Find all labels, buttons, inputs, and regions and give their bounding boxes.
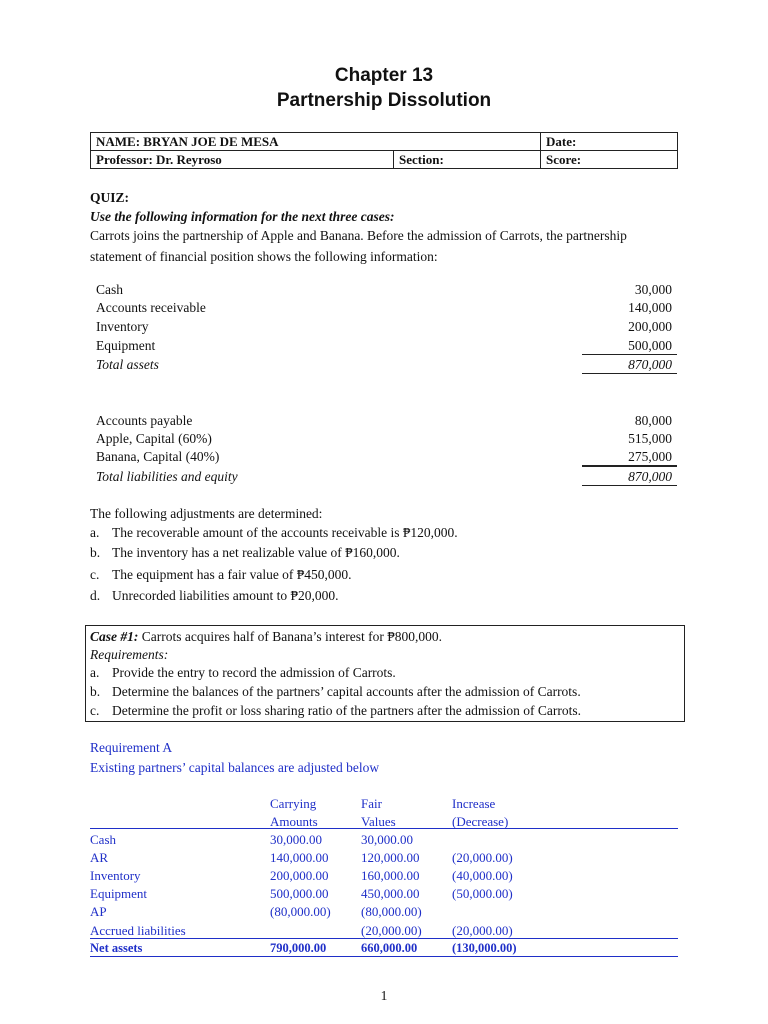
row-fair: (80,000.00) [361,904,422,919]
liability-label: Apple, Capital (60%) [96,431,212,446]
asset-value: 30,000 [634,282,672,297]
row-change: (40,000.00) [452,868,513,883]
row-carrying: 140,000.00 [270,850,329,865]
liability-label: Banana, Capital (40%) [96,449,220,464]
total-liabilities-value: 870,000 [628,469,672,484]
asset-row [96,282,675,300]
col-fair-header: Fair [361,796,382,811]
student-info-table [90,132,678,169]
asset-value: 500,000 [628,338,672,353]
case-statement [90,629,442,645]
liability-label: Accounts payable [96,413,193,428]
row-fair: 120,000.00 [361,850,420,865]
row-item: Accrued liabilities [90,923,186,938]
table-row [0,886,768,904]
table-header-row-1 [0,796,768,814]
total-rule [582,373,677,374]
item-text: The recoverable amount of the accounts receivable is ₱120,000. [112,525,458,540]
asset-value: 140,000 [628,300,672,315]
row-change: (50,000.00) [452,886,513,901]
row-carrying: (80,000.00) [270,904,331,919]
table-row [0,904,768,922]
quiz-heading: QUIZ: [90,190,130,205]
row-item: AR [90,850,109,865]
col-change-header: (Decrease) [452,814,509,829]
chapter-title: Chapter 13 [334,65,434,86]
item-letter: b. [90,684,101,699]
section-field: Section: [394,151,541,169]
col-carrying-header: Amounts [270,814,318,829]
page-number: 1 [380,988,388,1003]
item-text: Provide the entry to record the admission of Carrots. [112,665,396,680]
net-assets-change: (130,000.00) [452,941,517,955]
row-change: (20,000.00) [452,923,513,938]
net-assets-label: Net assets [90,941,143,955]
liability-row [96,431,675,449]
row-fair: 450,000.00 [361,886,420,901]
row-item: AP [90,904,107,919]
liability-value: 515,000 [628,431,672,446]
item-text: Determine the profit or loss sharing ratio of the partners after the admission of Carrots. [112,703,581,718]
item-letter: a. [90,665,100,680]
intro-line-2: statement of financial position shows the following information: [90,249,438,264]
asset-label: Equipment [96,338,156,353]
subtotal-rule [582,354,677,355]
row-fair: 160,000.00 [361,868,420,883]
asset-label: Cash [96,282,123,297]
intro-line-1: Carrots joins the partnership of Apple and Banana. Before the admission of Carrots, the partnership [90,228,627,243]
net-assets-carrying: 790,000.00 [270,941,327,955]
col-fair-header: Values [361,814,396,829]
item-letter: d. [90,588,101,603]
row-item: Inventory [90,868,141,883]
item-text: Unrecorded liabilities amount to ₱20,000. [112,588,339,603]
col-change-header: Increase [452,796,496,811]
item-text: The equipment has a fair value of ₱450,000. [112,567,352,582]
table-row [0,850,768,868]
requirement-a-heading: Requirement A [90,740,173,755]
liability-value: 80,000 [634,413,672,428]
case-label: Case #1: [90,629,139,644]
net-assets-fair: 660,000.00 [361,941,418,955]
subtotal-rule [582,465,677,467]
total-assets-value: 870,000 [628,357,672,372]
requirements-label: Requirements: [90,647,169,662]
item-letter: c. [90,703,100,718]
row-fair: (20,000.00) [361,923,422,938]
asset-label: Inventory [96,319,149,334]
header-rule [90,828,678,829]
date-field: Date: [541,133,678,151]
liability-row [96,413,675,431]
page-subtitle: Partnership Dissolution [276,90,492,111]
row-carrying: 30,000.00 [270,832,322,847]
requirement-a-subheading: Existing partners’ capital balances are adjusted below [90,760,380,775]
adjustments-intro: The following adjustments are determined: [90,506,323,521]
row-item: Cash [90,832,116,847]
item-letter: a. [90,525,100,540]
asset-row [96,319,675,337]
row-carrying: 200,000.00 [270,868,329,883]
score-field: Score: [541,151,678,169]
col-carrying-header: Carrying [270,796,317,811]
item-text: The inventory has a net realizable value of ₱160,000. [112,545,400,560]
row-carrying: 500,000.00 [270,886,329,901]
item-letter: b. [90,545,101,560]
item-letter: c. [90,567,100,582]
row-item: Equipment [90,886,148,901]
table-header-row-2 [0,814,768,832]
total-rule [582,485,677,486]
professor-field: Professor: Dr. Reyroso [91,151,394,169]
total-rule [90,938,678,939]
item-text: Determine the balances of the partners’ capital accounts after the admission of Carrots. [112,684,581,699]
total-liabilities-label: Total liabilities and equity [96,469,238,484]
asset-value: 200,000 [628,319,672,334]
quiz-instruction: Use the following information for the next three cases: [90,209,395,224]
liability-value: 275,000 [628,449,672,464]
student-name: NAME: BRYAN JOE DE MESA [91,133,541,151]
asset-label: Accounts receivable [96,300,206,315]
table-row [0,832,768,850]
table-bottom-rule [90,956,678,957]
table-row [0,868,768,886]
case-text: Carrots acquires half of Banana’s interest for ₱800,000. [138,629,443,644]
row-change: (20,000.00) [452,850,513,865]
row-fair: 30,000.00 [361,832,413,847]
asset-row [96,300,675,318]
total-assets-label: Total assets [96,357,159,372]
